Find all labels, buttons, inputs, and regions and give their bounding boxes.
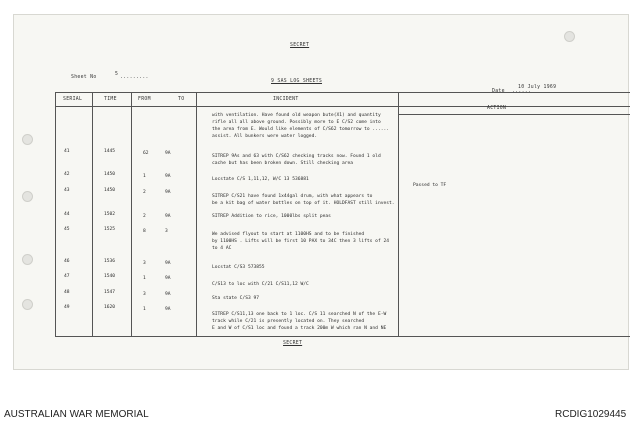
cell-time: 1445 <box>104 149 116 154</box>
unit-title: 9 SAS LOG SHEETS <box>271 79 323 84</box>
table-bottom-rule <box>55 336 630 337</box>
incident-line: cache but has been broken down. Still checking area <box>212 161 354 166</box>
cell-to: 9A <box>165 151 171 156</box>
cell-serial: 41 <box>64 149 70 154</box>
header-incident: INCIDENT <box>273 97 299 102</box>
incident-line: to 4 AC <box>212 246 232 251</box>
cell-time: 1620 <box>104 305 116 310</box>
header-to: TO <box>178 97 185 102</box>
cell-from: 62 <box>143 151 149 156</box>
cell-serial: 44 <box>64 212 70 217</box>
classification-top: SECRET <box>290 43 310 48</box>
cell-time: 1450 <box>104 172 116 177</box>
punch-hole <box>22 299 33 310</box>
cell-to: 3 <box>165 229 168 234</box>
cell-time: 1502 <box>104 212 116 217</box>
header-from: FROM <box>138 97 151 102</box>
column-divider <box>131 92 132 336</box>
column-divider <box>92 92 93 336</box>
sheet-no-dots: ......... <box>120 75 149 80</box>
date-dots: ...... <box>512 89 532 94</box>
incident-line: Sta state C/S3 97 <box>212 296 260 301</box>
incident-line: SITREP Addition to rice, 1000lbs split peas <box>212 214 331 219</box>
header-time: TIME <box>104 97 117 102</box>
cell-from: 1 <box>143 174 146 179</box>
incident-line: assist. All bunkers were water logged. <box>212 134 318 139</box>
incident-line: with ventilation. Have found old weapon bute(X1) and quantity <box>212 113 381 118</box>
header-action: ACTION <box>487 106 507 111</box>
incident-line: Locstate C/S 1,11,12, W/C 13 536881 <box>212 177 309 182</box>
cell-from: 3 <box>143 261 146 266</box>
punch-hole <box>22 254 33 265</box>
incident-line: SITREP C/S11,13 one back to 1 loc. C/S 11 searched N of the E-W <box>212 312 387 317</box>
cell-serial: 42 <box>64 172 70 177</box>
cell-from: 2 <box>143 190 146 195</box>
incident-line: SITREP C/S21 have found 1x44gal drum, with what appears to <box>212 194 373 199</box>
cell-to: 9A <box>165 307 171 312</box>
column-divider <box>196 92 197 336</box>
header-serial: SERIAL <box>63 97 83 102</box>
cell-to: 9A <box>165 292 171 297</box>
incident-line: Locstat C/S3 573855 <box>212 265 265 270</box>
cell-from: 3 <box>143 292 146 297</box>
punch-hole <box>22 134 33 145</box>
punch-hole <box>22 191 33 202</box>
cell-serial: 46 <box>64 259 70 264</box>
cell-to: 9A <box>165 261 171 266</box>
incident-line: track while C/21 is presently located on. They searched <box>212 319 365 324</box>
date-label: Date <box>492 89 505 94</box>
cell-serial: 45 <box>64 227 70 232</box>
cell-to: 9A <box>165 214 171 219</box>
date-value: 10 July 1969 <box>518 85 557 90</box>
record-id: RCDIG1029445 <box>555 409 627 420</box>
cell-to: 9A <box>165 174 171 179</box>
cell-action: Passed to TF <box>413 183 447 188</box>
incident-line: SITREP 9As and 63 with C/S62 checking tracks now. Found 1 old <box>212 154 381 159</box>
cell-serial: 47 <box>64 274 70 279</box>
cell-from: 2 <box>143 214 146 219</box>
incident-line: rifle all all above ground. Possibly more to E C/S2 come into <box>212 120 381 125</box>
sheet-no-value: 5 <box>115 72 119 77</box>
cell-to: 9A <box>165 190 171 195</box>
cell-time: 1450 <box>104 188 116 193</box>
cell-time: 1540 <box>104 274 116 279</box>
action-header-rule <box>398 114 630 115</box>
cell-to: 9A <box>165 276 171 281</box>
cell-from: 8 <box>143 229 146 234</box>
incident-line: the area from E. Would like elements of C/S62 tomorrow to ...... <box>212 127 390 132</box>
incident-line: C/S13 to loc with C/21 C/S11,12 W/C <box>212 282 309 287</box>
cell-time: 1547 <box>104 290 116 295</box>
cell-from: 1 <box>143 307 146 312</box>
table-left-edge <box>55 92 56 336</box>
archive-credit: AUSTRALIAN WAR MEMORIAL <box>4 409 149 420</box>
punch-hole <box>564 31 575 42</box>
table-top-rule <box>55 92 630 93</box>
classification-bottom: SECRET <box>283 341 303 346</box>
incident-line: We advised flyout to start at 1100HS and to be finished <box>212 232 365 237</box>
cell-serial: 48 <box>64 290 70 295</box>
cell-time: 1536 <box>104 259 116 264</box>
column-divider <box>398 92 399 336</box>
cell-serial: 43 <box>64 188 70 193</box>
table-header-rule <box>55 106 630 107</box>
cell-serial: 49 <box>64 305 70 310</box>
incident-line: by 1100HS . Lifts will be first 10 PAX to 34C then 3 lifts of 24 <box>212 239 390 244</box>
cell-from: 1 <box>143 276 146 281</box>
incident-line: be a kit bag of water bottles on top of it. HOLDFAST still invest. <box>212 201 395 206</box>
sheet-no-label: Sheet No <box>71 75 97 80</box>
incident-line: E and W of C/S1 loc and found a track 200m W which ran N and NE <box>212 326 387 331</box>
cell-time: 1525 <box>104 227 116 232</box>
